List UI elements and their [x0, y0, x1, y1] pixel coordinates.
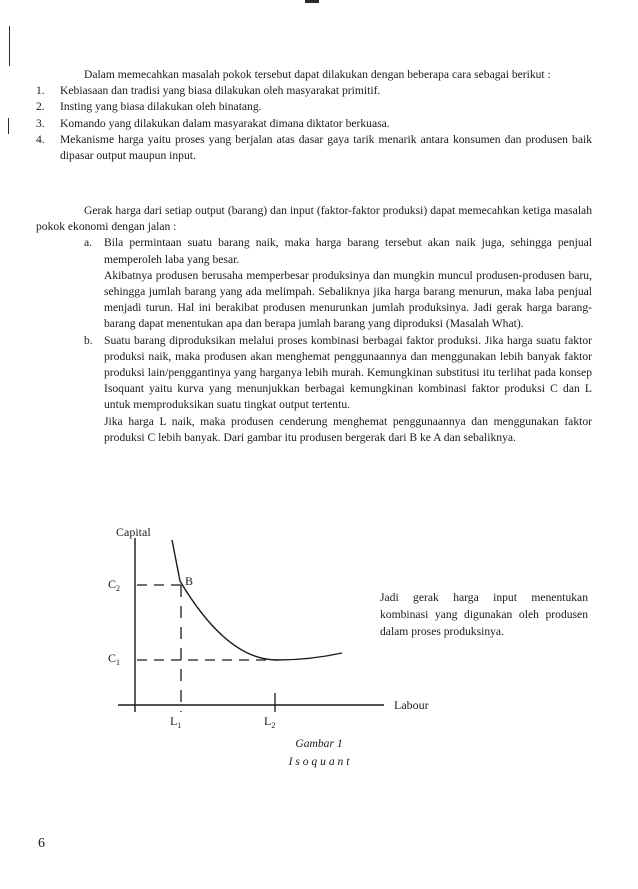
c2-letter: C	[108, 577, 117, 591]
list-item-text: Mekanisme harga yaitu proses yang berjalan atas dasar gaya tarik menarik antara konsumen dan produsen baik dipasar output maupun input.	[60, 132, 592, 163]
point-b-label: B	[185, 574, 194, 588]
list-item-text: Kebiasaan dan tradisi yang biasa dilakukan oleh masyarakat primitif.	[60, 84, 381, 98]
sub-item-paragraph: Jika harga L naik, maka produsen cenderung menghemat penggunaannya dan menggunakan faktor produksi C lebih banyak. Dari gambar itu produsen bergerak dari B ke A dan sebaliknya.	[104, 414, 592, 444]
figure-caption-subtitle: I s o q u a n t	[288, 755, 350, 768]
c2-subscript: 2	[116, 584, 121, 593]
l1-label	[170, 714, 181, 730]
list-item-text: Insting yang biasa dilakukan oleh binatang.	[60, 100, 262, 114]
list-item-text: Komando yang dilakukan dalam masyarakat dimana diktator berkuasa.	[60, 116, 390, 130]
isoquant-curve	[172, 540, 342, 660]
c1-label	[108, 651, 120, 667]
sub-item-label: b.	[84, 333, 93, 347]
list-item-number: 3.	[36, 116, 45, 130]
l2-subscript: 2	[271, 721, 276, 730]
figure-caption-title: Gambar 1	[295, 737, 343, 750]
list-item-number: 2.	[36, 100, 45, 114]
c1-letter: C	[108, 651, 117, 665]
l1-letter: L	[170, 714, 178, 728]
figure-note: Jadi gerak harga input menentukan kombinasi yang digunakan oleh produsen dalam proses produksinya.	[380, 591, 588, 638]
sub-item-paragraph: Akibatnya produsen berusaha memperbesar produksinya dan mungkin muncul produsen-produsen baru, sehingga jumlah barang yang ada melimpah. Sebaliknya jika harga barang menurun, maka laba penjual menjadi turun. Hal ini berakibat produsen menurunkan jumlah produksinya. Jadi gerak harga barang-barang dapat menentukan apa dan berapa jumlah barang yang diproduksi (Masalah What).	[104, 268, 592, 331]
l1-subscript: 1	[177, 721, 182, 730]
gerak-paragraph: Gerak harga dari setiap output (barang) dan input (faktor-faktor produksi) dapat memecahkan ketiga masalah pokok ekonomi dengan jalan :	[36, 204, 592, 234]
l2-letter: L	[264, 714, 272, 728]
sub-item-paragraph: Bila permintaan suatu barang naik, maka harga barang tersebut akan naik juga, sehingga penjual memperoleh laba yang besar.	[104, 236, 592, 266]
c1-subscript: 1	[116, 658, 121, 667]
intro-paragraph: Dalam memecahkan masalah pokok tersebut dapat dilakukan dengan beberapa cara sebagai berikut :	[84, 68, 551, 81]
list-item-number: 4.	[36, 132, 45, 146]
sub-item-label: a.	[84, 236, 93, 250]
y-axis-label: Capital	[116, 525, 151, 539]
x-axis-label: Labour	[394, 698, 429, 712]
list-item-number: 1.	[36, 84, 45, 98]
sub-item-paragraph: Suatu barang diproduksikan melalui proses kombinasi berbagai faktor produksi. Jika harga suatu faktor produksi naik, maka produsen akan menghemat penggunaannya dan menggunakan lebih banyak faktor produksi lain/penggantinya yang harganya lebih murah. Kemungkinan substitusi itu terlihat pada konsep Isoquant yaitu kurva yang menunjukkan berbagai kemungkinan kombinasi faktor produksi C dan L untuk memproduksikan suatu tingkat output tertentu.	[104, 333, 592, 412]
l2-label	[264, 714, 275, 730]
c2-label	[108, 577, 120, 593]
page-number: 6	[38, 836, 45, 851]
